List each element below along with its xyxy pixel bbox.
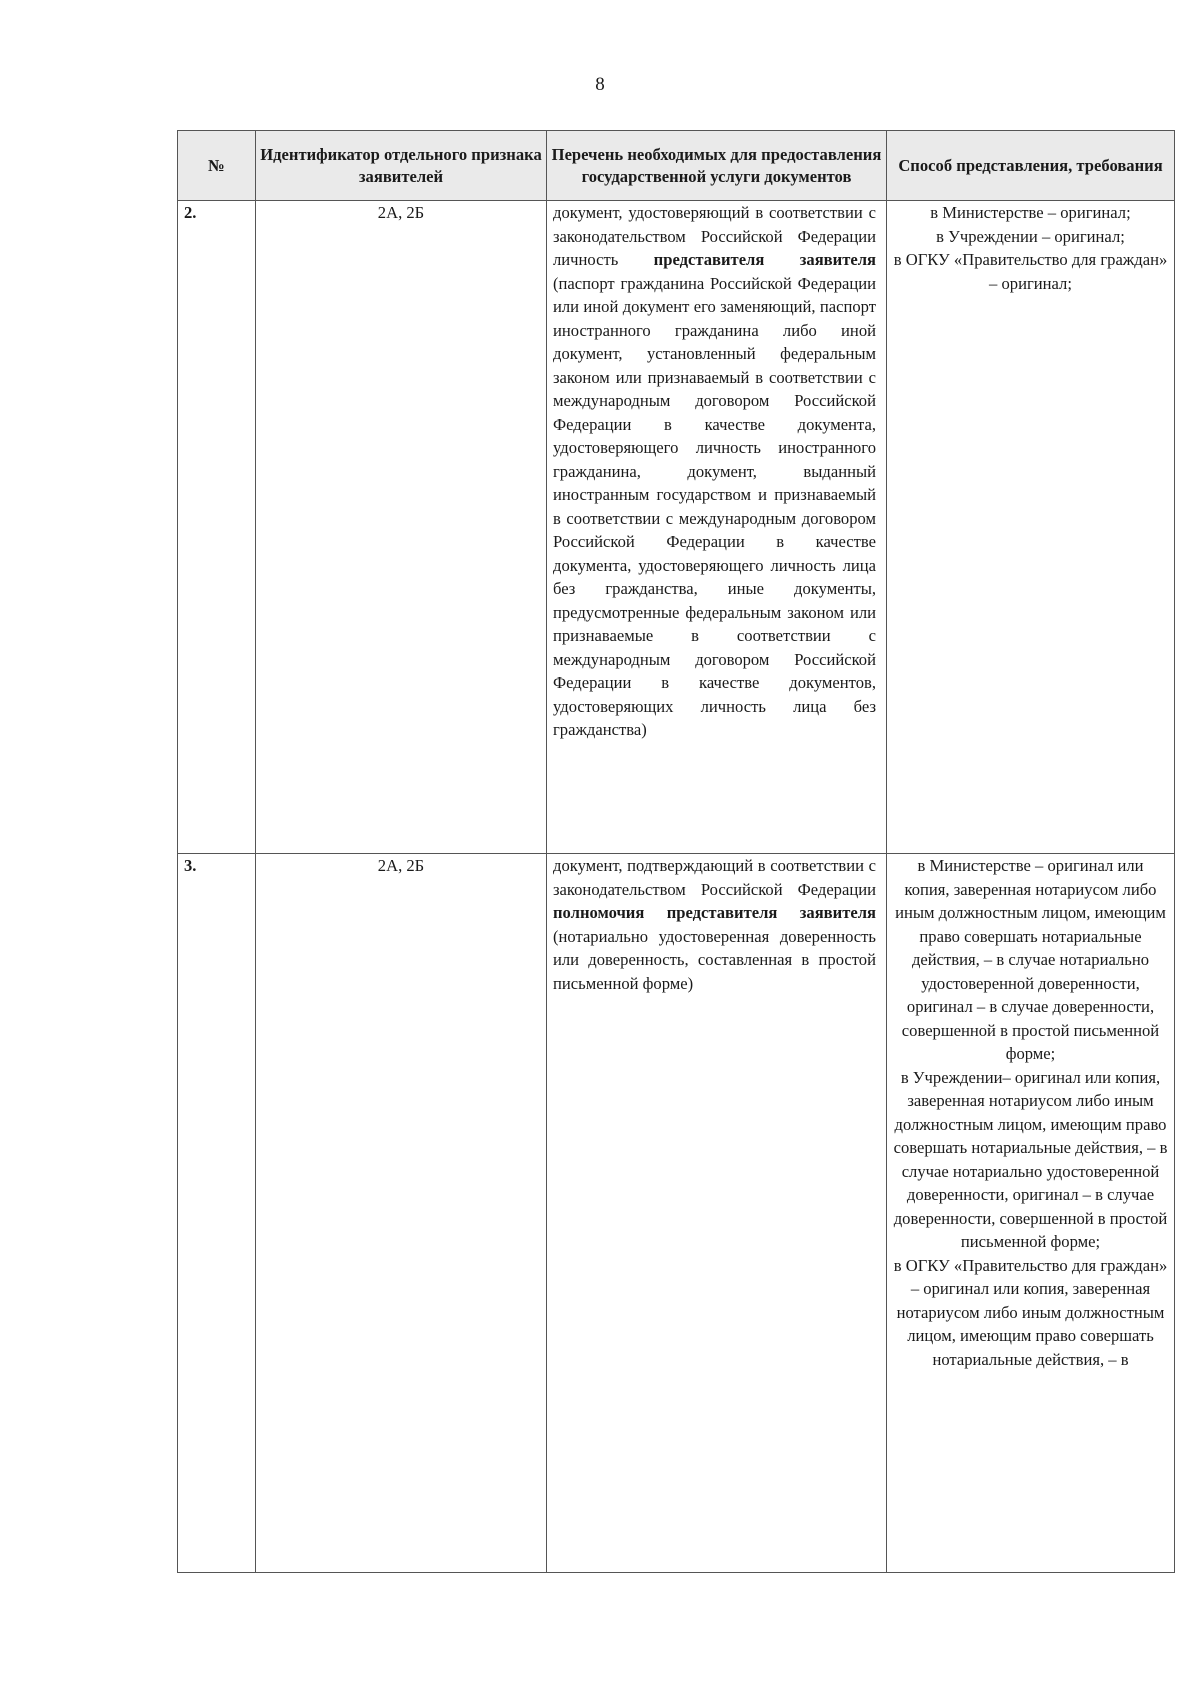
header-documents: Перечень необходимых для предоставления государственной услуги документов	[547, 131, 887, 201]
method-line: в Министерстве – оригинал или копия, заверенная нотариусом либо иным должностным лицом, имеющим право совершать нотариальные действия, – в случае нотариально удостоверенной доверенности, оригинал – в случае доверенности, совершенной в простой письменной форме;	[895, 856, 1166, 1063]
method-line: в Министерстве – оригинал;	[930, 203, 1131, 222]
row-method	[887, 854, 1175, 1573]
documents-table	[177, 130, 1175, 1573]
row-documents	[547, 854, 887, 1573]
doc-text-bold: представителя заявителя	[653, 250, 876, 269]
method-line: в Учреждении– оригинал или копия, заверенная нотариусом либо иным должностным лицом, имеющим право совершать нотариальные действия, – в случае нотариально удостоверенной доверенности, оригинал – в случае доверенности, совершенной в простой письменной форме;	[893, 1067, 1168, 1251]
page-number: 8	[595, 74, 605, 95]
row-number: 2.	[178, 201, 256, 854]
row-documents	[547, 201, 887, 854]
doc-text-before: документ, удостоверяющий в соответствии с законодательством Российской Федерации личность	[553, 203, 876, 269]
method-line: в ОГКУ «Правительство для граждан» – оригинал или копия, заверенная нотариусом либо иным должностным лицом, имеющим право совершать нотариальные действия, – в	[893, 1255, 1168, 1369]
table-header-row	[178, 131, 1175, 201]
table-row	[178, 201, 1175, 854]
row-identifier: 2А, 2Б	[256, 854, 547, 1573]
method-line: в Учреждении – оригинал;	[936, 226, 1125, 246]
method-line: в ОГКУ «Правительство для граждан» – оригинал;	[893, 250, 1168, 293]
header-identifier: Идентификатор отдельного признака заявителей	[256, 131, 547, 201]
row-method	[887, 201, 1175, 854]
doc-text-after: (нотариально удостоверенная доверенность или доверенность, составленная в простой письменной форме)	[553, 926, 876, 993]
doc-text-before: документ, подтверждающий в соответствии с законодательством Российской Федерации	[553, 856, 876, 899]
row-identifier: 2А, 2Б	[256, 201, 547, 854]
doc-text-after: (паспорт гражданина Российской Федерации или иной документ его заменяющий, паспорт иностранного гражданина либо иной документ, установленный федеральным законом или признаваемый в соответствии с международным договором Российской Федерации в качестве документа, удостоверяющего личность иностранного гражданина, документ, выданный иностранным государством и признаваемый в соответствии с международным договором Российской Федерации в качестве документа, удостоверяющего личность лица без гражданства, иные документы, предусмотренные федеральным законом или признаваемые в соответствии с международным договором Российской Федерации в качестве документов, удостоверяющих личность лица без гражданства)	[553, 273, 876, 739]
header-method: Способ представления, требования	[887, 131, 1175, 201]
table-row	[178, 854, 1175, 1573]
row-number: 3.	[178, 854, 256, 1573]
doc-text-bold: полномочия представителя заявителя	[553, 903, 876, 922]
header-number: №	[178, 131, 256, 201]
